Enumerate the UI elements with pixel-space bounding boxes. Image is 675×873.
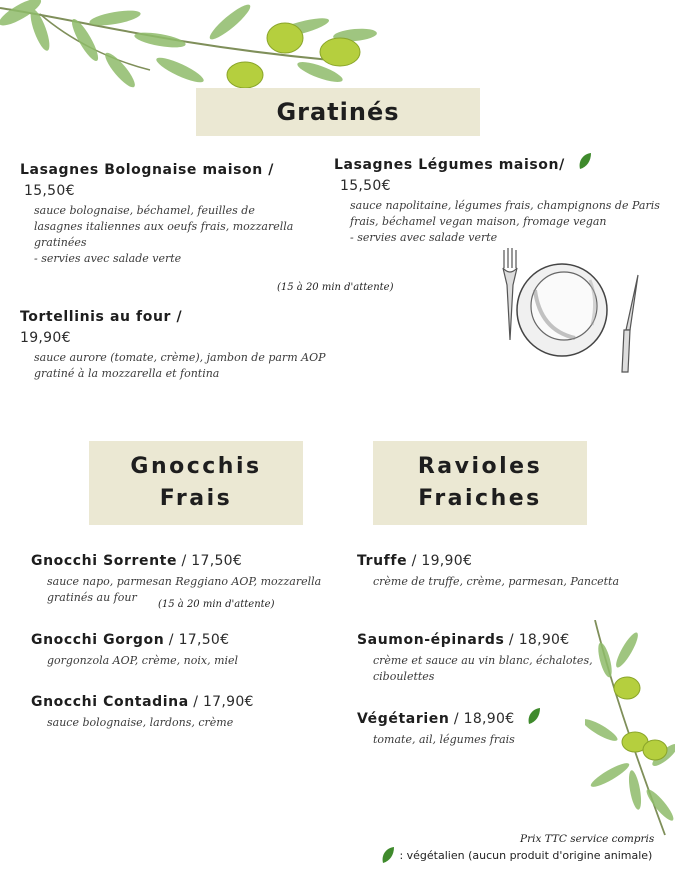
dish-description: crème de truffe, crème, parmesan, Pancetta [373, 575, 620, 588]
dish-price: 15,50€ [24, 183, 75, 199]
olive-branch-bottom-illustration [585, 620, 675, 840]
vegan-legend-text: : végétalien (aucun produit d'origine animale) [399, 849, 653, 863]
menu-item-saumon-epinards [357, 631, 597, 685]
dish-name: Gnocchi Sorrente [31, 553, 178, 569]
dish-price: / 18,90€ [453, 711, 515, 727]
menu-item-gnocchi-sorrente [31, 552, 351, 606]
menu-item-tortellinis [20, 309, 380, 382]
dish-description: sauce napo, parmesan Reggiano AOP, mozzarella gratinés au four [47, 575, 322, 604]
dish-description: sauce napolitaine, légumes frais, champignons de Paris frais, béchamel vegan maison, fromage vegan - servies avec salade verte [350, 199, 660, 244]
dish-name: Gnocchi Gorgon [31, 632, 165, 648]
plate-cutlery-illustration [480, 240, 650, 380]
dish-description: gorgonzola AOP, crème, noix, miel [47, 654, 239, 667]
dish-name: Végétarien [357, 711, 450, 727]
dish-name: Truffe [357, 553, 408, 569]
menu-item-gnocchi-contadina [31, 693, 351, 731]
leaf-icon [578, 152, 592, 170]
dish-name: Gnocchi Contadina [31, 694, 189, 710]
gnocchis-title-line1: Gnocchis [130, 454, 262, 479]
leaf-icon [527, 707, 541, 725]
dish-name: Lasagnes Légumes maison/ [334, 157, 669, 173]
dish-description: sauce bolognaise, béchamel, feuilles de lasagnes italiennes aux oeufs frais, mozzarella gratinées - servies avec salade verte [34, 204, 294, 265]
gratines-section-banner [196, 88, 480, 136]
wait-time-note: (15 à 20 min d'attente) [277, 282, 394, 293]
dish-price: / 17,50€ [181, 553, 243, 569]
dish-price: / 17,50€ [168, 632, 230, 648]
gnocchis-title-line2: Frais [159, 486, 233, 511]
dish-description: crème et sauce au vin blanc, échalotes, ciboulettes [373, 654, 593, 683]
menu-item-lasagnes-bolognaise [20, 162, 320, 267]
vegan-legend [381, 846, 652, 864]
dish-name: Lasagnes Bolognaise maison / [20, 162, 275, 178]
dish-price: 15,50€ [340, 178, 391, 194]
ravioles-title-line2: Fraiches [418, 486, 542, 511]
dish-price: / 19,90€ [411, 553, 473, 569]
dish-description: sauce aurore (tomate, crème), jambon de parm AOP gratiné à la mozzarella et fontina [34, 351, 326, 380]
dish-description: sauce bolognaise, lardons, crème [47, 716, 234, 729]
menu-item-gnocchi-gorgon [31, 631, 351, 669]
dish-price: 19,90€ [20, 330, 71, 346]
menu-item-truffe [357, 552, 647, 590]
dish-description: tomate, ail, légumes frais [373, 733, 515, 746]
ravioles-section-banner [373, 441, 587, 525]
ravioles-title-line1: Ravioles [417, 454, 543, 479]
gnocchis-section-banner [89, 441, 303, 525]
dish-name: Saumon-épinards [357, 632, 505, 648]
dish-name: Tortellinis au four / [20, 309, 183, 325]
wait-time-note: (15 à 20 min d'attente) [158, 599, 275, 610]
dish-price: / 18,90€ [508, 632, 570, 648]
dish-price: / 17,90€ [193, 694, 254, 710]
leaf-icon [381, 846, 395, 864]
menu-item-vegetarien [357, 710, 597, 748]
menu-item-lasagnes-legumes [334, 157, 669, 246]
gratines-title: Gratinés [276, 98, 400, 126]
service-note: Prix TTC service compris [520, 833, 655, 845]
